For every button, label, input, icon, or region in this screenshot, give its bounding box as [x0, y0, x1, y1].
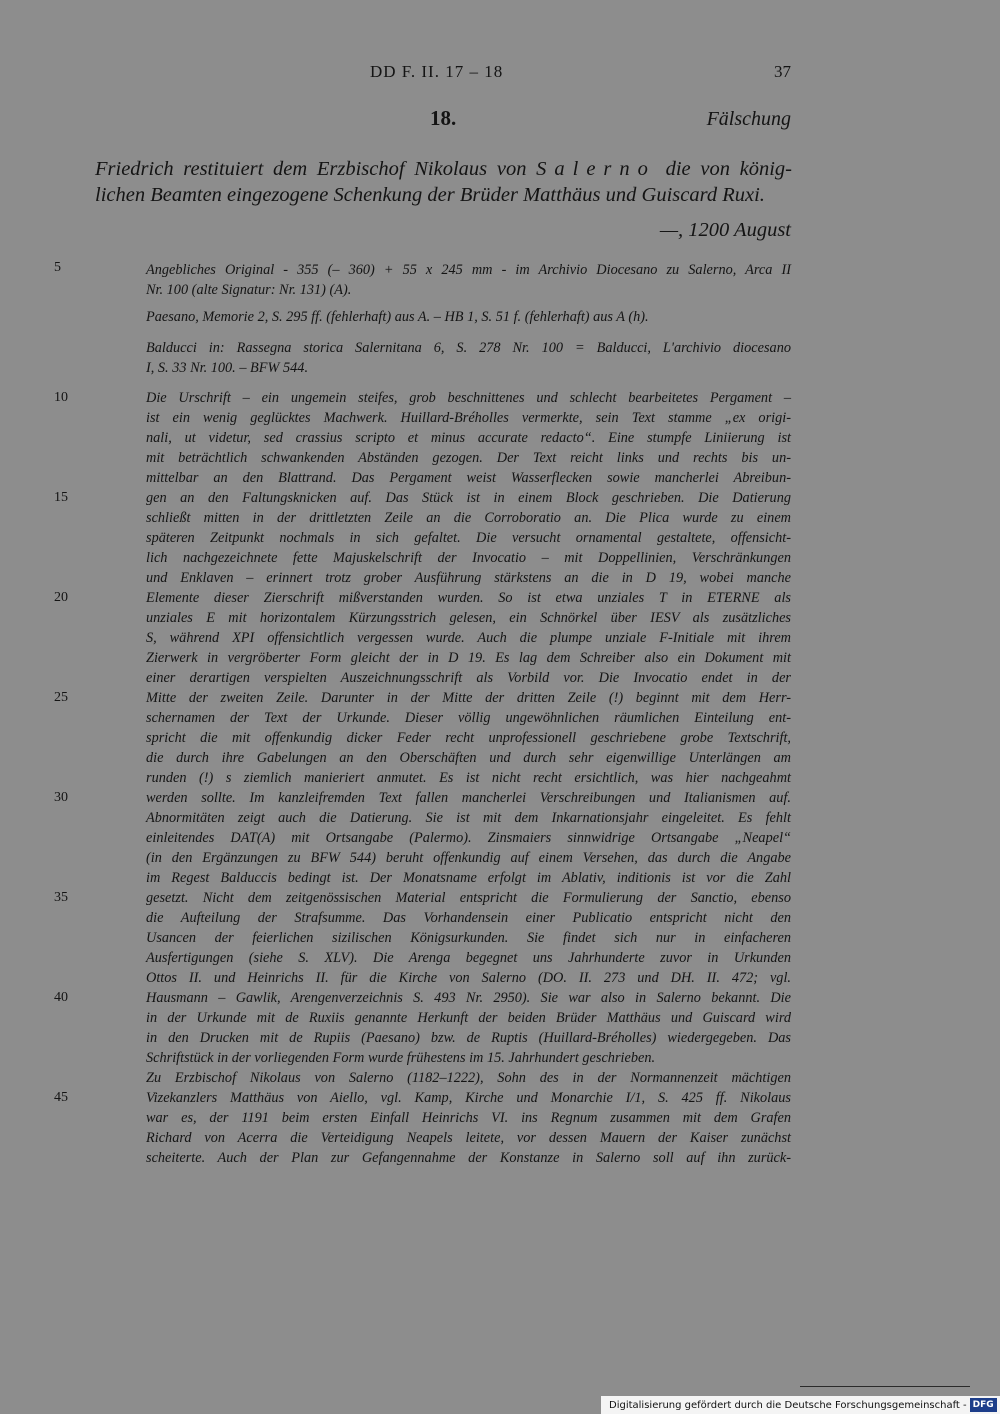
- commentary-line: Ottos II. und Heinrichs II. für die Kirche von Salerno (DO. II. 273 und DH. II. 472; vgl.: [146, 970, 791, 986]
- commentary-line: gesetzt. Nicht dem zeitgenössischen Material entspricht die Formulierung der Sanctio, ebenso: [146, 890, 791, 906]
- regests-section: [146, 338, 791, 378]
- commentary-line: unziales E mit horizontalem Kürzungsstrich gelesen, ein Schnörkel über IESV als zusätzliches: [146, 610, 791, 626]
- line-number: 45: [54, 1090, 68, 1105]
- commentary-line: runden (!) s ziemlich manieriert anmutet. Es ist nicht recht ersichtlich, was hier nachgeahmt: [146, 770, 791, 786]
- regests-line: Balducci in: Rassegna storica Salernitana 6, S. 278 Nr. 100 = Balducci, L'archivio diocesano: [146, 340, 791, 356]
- commentary-line: nali, ut videtur, sed crassius scripto et minus accurate redacto“. Eine stumpfe Liniierung ist: [146, 430, 791, 446]
- running-header: [0, 62, 1000, 86]
- line-number-margin: [0, 0, 90, 1414]
- commentary-line: im Regest Balduccis bedingt ist. Der Monatsname erfolgt im Ablativ, inditionis ist vor die Zahl: [146, 870, 791, 886]
- line-number: 10: [54, 390, 68, 405]
- commentary-line: mit beträchtlich schwankenden Abständen gezogen. Der Text reicht links und rechts bis un-: [146, 450, 791, 466]
- document-number: 18.: [430, 106, 457, 130]
- commentary-line: einleitendes DAT(A) mit Ortsangabe (Palermo). Zinsmaiers sinnwidrige Ortsangabe „Neapel“: [146, 830, 791, 846]
- tradition-line: Angebliches Original - 355 (– 360) + 55 x 245 mm - im Archivio Diocesano zu Salerno, Arca II: [146, 262, 791, 278]
- commentary-line: werden sollte. Im kanzleifremden Text fallen mancherlei Verschreibungen und Italianismen auf.: [146, 790, 791, 806]
- commentary-line: Vizekanzlers Matthäus von Aiello, vgl. Kamp, Kirche und Monarchie I/1, S. 425 ff. Nikolaus: [146, 1090, 791, 1106]
- line-number: 5: [54, 260, 61, 275]
- commentary-line: war es, der 1191 beim ersten Einfall Heinrichs VI. ins Regnum zusammen mit dem Grafen: [146, 1110, 791, 1126]
- regest-line-1: [95, 156, 792, 182]
- running-title: DD F. II. 17 – 18: [370, 62, 504, 81]
- prints-section: [146, 307, 791, 327]
- commentary-line: gen an den Faltungsknicken auf. Das Stück ist in einem Block geschrieben. Die Datierung: [146, 490, 791, 506]
- commentary-line: Zu Erzbischof Nikolaus von Salerno (1182–1222), Sohn des in der Normannenzeit mächtigen: [146, 1070, 791, 1086]
- line-number: 25: [54, 690, 68, 705]
- prints-line: Paesano, Memorie 2, S. 295 ff. (fehlerhaft) aus A. – HB 1, S. 51 f. (fehlerhaft) aus A (h).: [146, 309, 649, 325]
- document-status: Fälschung: [706, 108, 791, 130]
- commentary-line: Elemente dieser Zierschrift mißverstanden wurden. So ist etwa unziales T in ETERNE als: [146, 590, 791, 606]
- tradition-section: [146, 260, 791, 300]
- funding-text: Digitalisierung gefördert durch die Deutsche Forschungsgemeinschaft -: [609, 1399, 967, 1411]
- page-number: 37: [774, 62, 791, 81]
- commentary-line: Die Urschrift – ein ungemein steifes, grob beschnittenes und schlecht bearbeitetes Pergament –: [146, 390, 791, 406]
- footer-divider: [800, 1386, 970, 1387]
- commentary-line: Ausfertigungen (siehe S. XLV). Die Arenga begegnet uns Jahrhunderte zuvor in Urkunden: [146, 950, 791, 966]
- commentary-line: Mitte der zweiten Zeile. Darunter in der Mitte der dritten Zeile (!) beginnt mit dem Herr-: [146, 690, 791, 706]
- commentary-line: einer derartigen verspielten Auszeichnungsschrift als Vorbild vor. Die Invocatio endet in der: [146, 670, 791, 686]
- commentary-line: in der Urkunde mit de Ruxiis genannte Herkunft der beiden Brüder Matthäus und Guiscard wird: [146, 1010, 791, 1026]
- commentary-line: Schriftstück in der vorliegenden Form wurde frühestens im 15. Jahrhundert geschrieben.: [146, 1050, 656, 1066]
- commentary-line: Hausmann – Gawlik, Arengenverzeichnis S. 493 Nr. 2950). Sie war also in Salerno bekannt. Die: [146, 990, 791, 1006]
- commentary-line: Richard von Acerra die Verteidigung Neapels leitete, vor dessen Mauern der Kaiser zunächst: [146, 1130, 791, 1146]
- commentary-line: schließt mitten in der drittletzten Zeile an die Corroboratio an. Die Plica wurde zu einem: [146, 510, 791, 526]
- commentary-line: mittelbar an den Blattrand. Das Pergament weist Wasserflecken sowie mancherlei Abreibun-: [146, 470, 791, 486]
- commentary-line: S, während XPI offensichtlich vergessen wurde. Auch die plumpe unziale F-Initiale mit ihrem: [146, 630, 791, 646]
- commentary-line: spricht die mit offenkundig dicker Feder recht unprofessionell geschriebene grobe Textschrift,: [146, 730, 791, 746]
- date-line: —, 1200 August: [659, 219, 791, 241]
- regest-line-2: lichen Beamten eingezogene Schenkung der Brüder Matthäus und Guiscard Ruxi.: [95, 184, 765, 206]
- commentary-line: Usancen der feierlichen sizilischen Königsurkunden. Sie findet sich nur in einfacheren: [146, 930, 791, 946]
- commentary-line: Abnormitäten zeigt auch die Datierung. Sie ist mit dem Inkarnationsjahr eingeleitet. Es fehlt: [146, 810, 791, 826]
- line-number: 20: [54, 590, 68, 605]
- funding-notice: [601, 1396, 1000, 1414]
- commentary-line: schernamen der Text der Urkunde. Dieser völlig ungewöhnlichen räumlichen Einteilung ent-: [146, 710, 791, 726]
- commentary-line: (in den Ergänzungen zu BFW 544) beruht offenkundig auf einem Versehen, das durch die Angabe: [146, 850, 791, 866]
- line-number: 35: [54, 890, 68, 905]
- regest-place: Salerno: [536, 158, 656, 180]
- commentary-line: lich nachgezeichnete fette Majuskelschrift der Invocatio – mit Doppellinien, Verschränkungen: [146, 550, 791, 566]
- commentary-line: Zierwerk in vergröberter Form gleicht der in D 19. Es lag dem Schreiber also ein Dokument mit: [146, 650, 791, 666]
- commentary-section: [146, 388, 791, 1168]
- tradition-line: Nr. 100 (alte Signatur: Nr. 131) (A).: [146, 282, 352, 298]
- line-number: 15: [54, 490, 68, 505]
- line-number: 40: [54, 990, 68, 1005]
- commentary-line: die durch ihre Gabelungen an den Oberschäften und durch sehr eigenwillige Unterlängen am: [146, 750, 791, 766]
- dfg-logo-icon[interactable]: DFG: [970, 1398, 997, 1412]
- commentary-line: scheiterte. Auch der Plan zur Gefangennahme der Konstanze in Salerno soll auf ihn zurück-: [146, 1150, 791, 1166]
- regest-text-a: Friedrich restituiert dem Erzbischof Nikolaus von: [95, 158, 537, 180]
- line-number: 30: [54, 790, 68, 805]
- regest-summary: [95, 156, 792, 208]
- commentary-line: in den Drucken mit de Rupiis (Paesano) bzw. de Ruptis (Huillard-Bréholles) wiedergegeben. Das: [146, 1030, 791, 1046]
- commentary-line: späteren Zeitpunkt nochmals in sich gefaltet. Die versucht ornamental gestaltete, offensicht-: [146, 530, 791, 546]
- commentary-line: die Aufteilung der Strafsumme. Das Vorhandensein einer Publicatio entspricht nicht den: [146, 910, 791, 926]
- commentary-line: und Enklaven – erinnert trotz grober Ausführung stärkstens an die in D 19, wobei manche: [146, 570, 791, 586]
- regest-text-b: die von könig-: [655, 158, 792, 180]
- regests-line: I, S. 33 Nr. 100. – BFW 544.: [146, 360, 309, 376]
- commentary-line: ist ein wenig geglücktes Machwerk. Huillard-Bréholles vermerkte, sein Text stamme „ex origi-: [146, 410, 791, 426]
